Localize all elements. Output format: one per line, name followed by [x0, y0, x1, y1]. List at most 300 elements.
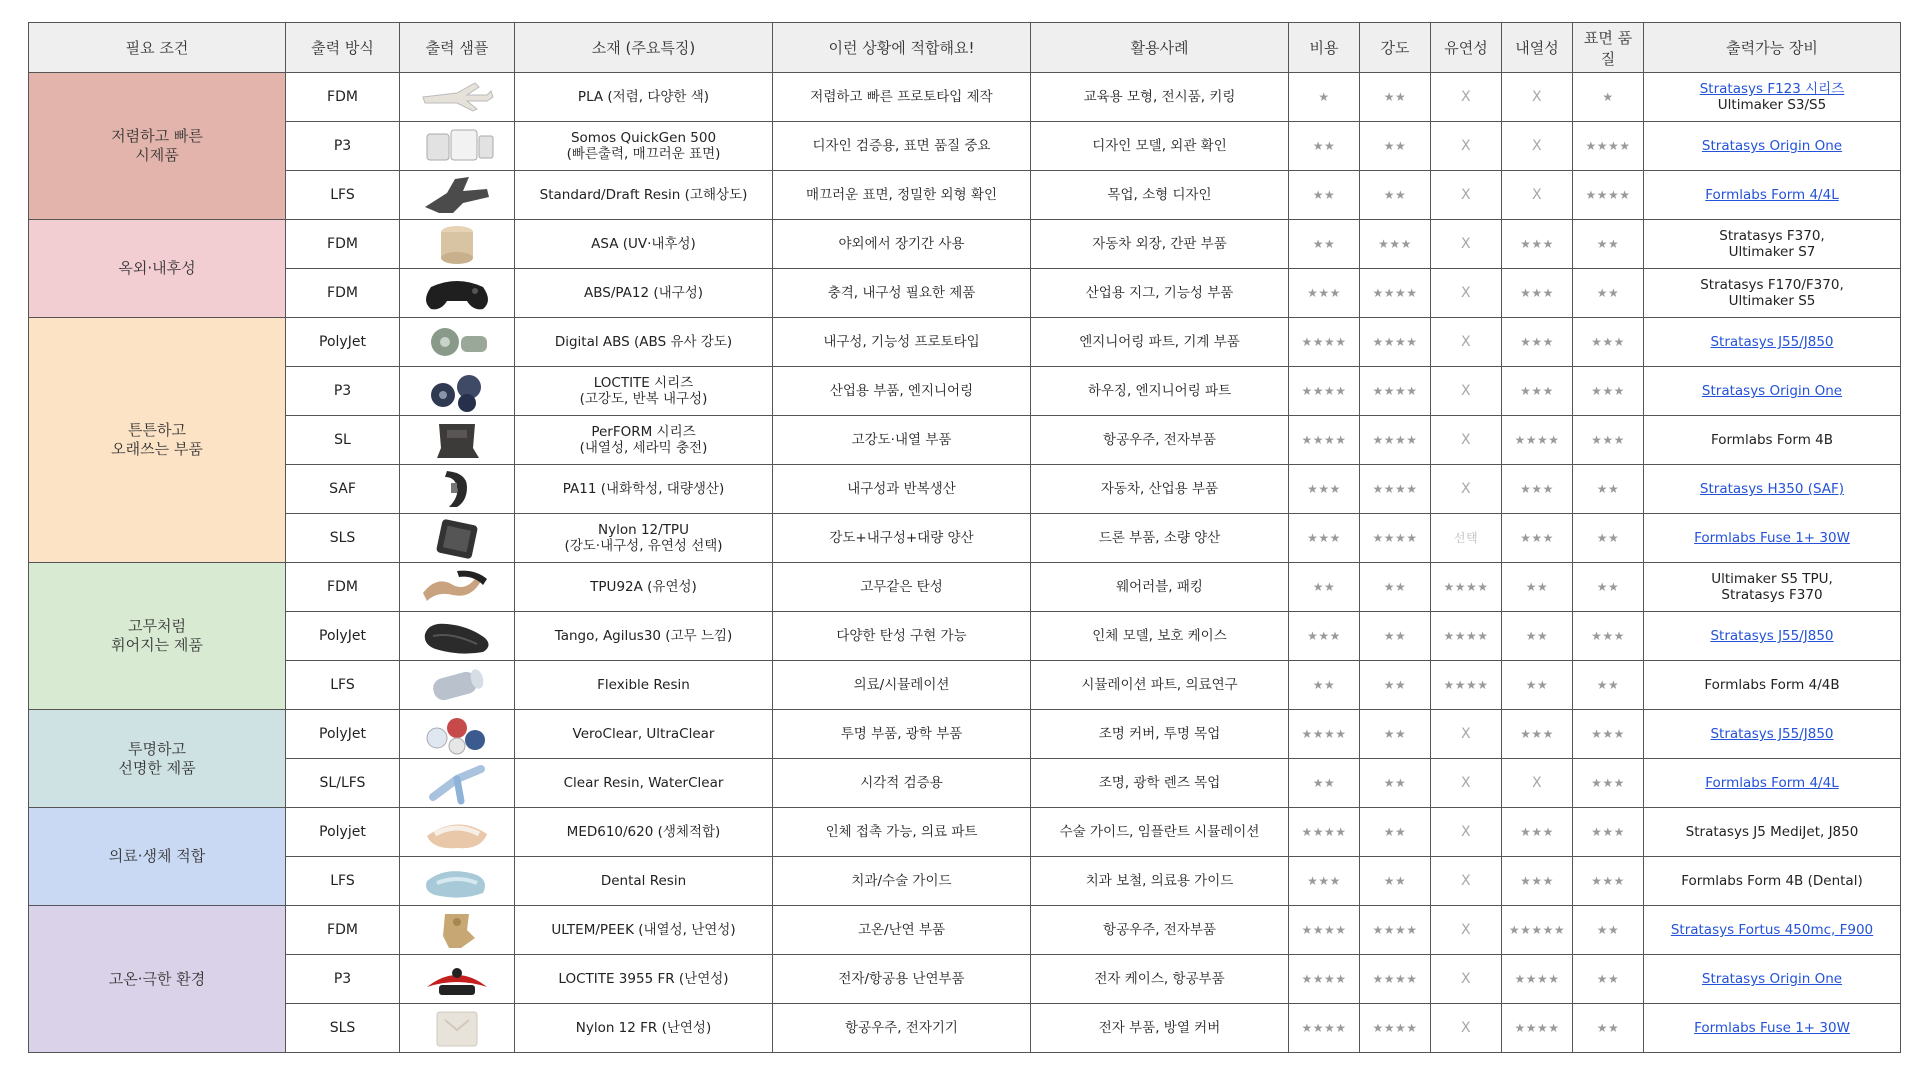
surface-rating-cell: ★★★	[1573, 759, 1644, 808]
material-cell: ASA (UV·내후성)	[515, 220, 773, 269]
sample-image-cell	[400, 514, 515, 563]
cost-rating-cell: ★★★	[1289, 857, 1360, 906]
heat-rating-cell: ★★★	[1502, 514, 1573, 563]
surface-rating-cell: ★★	[1573, 563, 1644, 612]
table-row	[29, 661, 1901, 710]
sample-image-cell	[400, 808, 515, 857]
table-row	[29, 808, 1901, 857]
table-row	[29, 612, 1901, 661]
surface-rating-cell: ★★★	[1573, 710, 1644, 759]
strength-rating-cell: ★★	[1360, 73, 1431, 122]
equipment-link[interactable]: Formlabs Fuse 1+ 30W	[1694, 1020, 1850, 1036]
table-row	[29, 563, 1901, 612]
table-row	[29, 73, 1901, 122]
strength-rating-cell: ★★★★	[1360, 514, 1431, 563]
dental-model-icon	[417, 810, 497, 854]
header-material: 소재 (주요특징)	[515, 23, 773, 73]
heat-rating-cell: X	[1502, 759, 1573, 808]
use-case-cell: 산업용 부품, 엔지니어링	[773, 367, 1031, 416]
header-strength: 강도	[1360, 23, 1431, 73]
equipment-cell	[1644, 857, 1901, 906]
requirement-label: 고온·극한 환경	[108, 969, 206, 988]
example-cell: 조명, 광학 렌즈 목업	[1031, 759, 1289, 808]
clear-dental-guide-icon	[417, 859, 497, 903]
equipment-cell	[1644, 220, 1901, 269]
print-method-cell: FDM	[286, 563, 400, 612]
flexibility-rating-cell: X	[1431, 465, 1502, 514]
material-cell: Clear Resin, WaterClear	[515, 759, 773, 808]
use-case-cell: 내구성, 기능성 프로토타입	[773, 318, 1031, 367]
sample-image-cell	[400, 465, 515, 514]
equipment-cell	[1644, 122, 1901, 171]
equipment-cell	[1644, 73, 1901, 122]
table-row	[29, 955, 1901, 1004]
equipment-cell	[1644, 906, 1901, 955]
material-cell: PLA (저렴, 다양한 색)	[515, 73, 773, 122]
requirement-label: 고무처럼 휘어지는 제품	[111, 617, 203, 654]
use-case-cell: 디자인 검증용, 표면 품질 중요	[773, 122, 1031, 171]
equipment-label: Formlabs Form 4/4B	[1704, 677, 1840, 693]
example-cell: 하우징, 엔지니어링 파트	[1031, 367, 1289, 416]
use-case-cell: 고강도·내열 부품	[773, 416, 1031, 465]
equipment-label: Stratasys F370	[1721, 587, 1823, 603]
table-row	[29, 269, 1901, 318]
table-row	[29, 514, 1901, 563]
surface-rating-cell: ★★★★	[1573, 122, 1644, 171]
table-row	[29, 122, 1901, 171]
red-black-parts-set-icon	[417, 957, 497, 1001]
print-method-cell: P3	[286, 122, 400, 171]
surface-rating-cell: ★★	[1573, 269, 1644, 318]
requirement-label: 저렴하고 빠른 시제품	[111, 127, 203, 164]
equipment-cell	[1644, 612, 1901, 661]
equipment-cell	[1644, 759, 1901, 808]
cost-rating-cell: ★★★★	[1289, 955, 1360, 1004]
equipment-link[interactable]: Stratasys Origin One	[1701, 138, 1843, 154]
equipment-label: Formlabs Form 4B (Dental)	[1681, 873, 1863, 889]
equipment-label: Ultimaker S5	[1728, 293, 1816, 309]
table-row	[29, 906, 1901, 955]
cost-rating-cell: ★★	[1289, 220, 1360, 269]
strength-rating-cell: ★★★★	[1360, 269, 1431, 318]
equipment-link[interactable]: Formlabs Fuse 1+ 30W	[1694, 530, 1850, 546]
heat-rating-cell: ★★★★	[1502, 955, 1573, 1004]
material-cell: Nylon 12/TPU (강도·내구성, 유연성 선택)	[515, 514, 773, 563]
black-flexible-band-hand-icon	[417, 565, 497, 609]
material-cell: MED610/620 (생체적합)	[515, 808, 773, 857]
table-row	[29, 220, 1901, 269]
equipment-cell	[1644, 808, 1901, 857]
example-cell: 목업, 소형 디자인	[1031, 171, 1289, 220]
equipment-cell	[1644, 465, 1901, 514]
strength-rating-cell: ★★★★	[1360, 318, 1431, 367]
print-method-cell: P3	[286, 367, 400, 416]
surface-rating-cell: ★	[1573, 73, 1644, 122]
print-method-cell: SLS	[286, 1004, 400, 1053]
header-use-case: 이런 상황에 적합해요!	[773, 23, 1031, 73]
multicolor-clear-parts-icon	[417, 712, 497, 756]
print-method-cell: FDM	[286, 269, 400, 318]
strength-rating-cell: ★★	[1360, 563, 1431, 612]
use-case-cell: 야외에서 장기간 사용	[773, 220, 1031, 269]
dark-gray-bracket-icon	[417, 173, 497, 217]
dark-bracket-plate-icon	[417, 418, 497, 462]
header-sample: 출력 샘플	[400, 23, 515, 73]
print-method-cell: P3	[286, 955, 400, 1004]
equipment-cell	[1644, 269, 1901, 318]
print-method-cell: PolyJet	[286, 318, 400, 367]
example-cell: 치과 보철, 의료용 가이드	[1031, 857, 1289, 906]
black-drone-frame-icon	[417, 516, 497, 560]
material-cell: PerFORM 시리즈 (내열성, 세라믹 충전)	[515, 416, 773, 465]
surface-rating-cell: ★★	[1573, 661, 1644, 710]
sample-image-cell	[400, 906, 515, 955]
equipment-cell	[1644, 1004, 1901, 1053]
equipment-link[interactable]: Formlabs Form 4/4L	[1705, 775, 1839, 791]
sample-image-cell	[400, 122, 515, 171]
surface-rating-cell: ★★	[1573, 906, 1644, 955]
cost-rating-cell: ★★	[1289, 563, 1360, 612]
flexibility-rating-cell: X	[1431, 906, 1502, 955]
strength-rating-cell: ★★	[1360, 710, 1431, 759]
white-housing-part-icon	[417, 124, 497, 168]
print-method-cell: PolyJet	[286, 612, 400, 661]
surface-rating-cell: ★★	[1573, 465, 1644, 514]
strength-rating-cell: ★★	[1360, 759, 1431, 808]
cost-rating-cell: ★★★★	[1289, 906, 1360, 955]
print-method-cell: SL/LFS	[286, 759, 400, 808]
material-cell: LOCTITE 3955 FR (난연성)	[515, 955, 773, 1004]
flexibility-rating-cell: X	[1431, 122, 1502, 171]
example-cell: 전자 케이스, 항공부품	[1031, 955, 1289, 1004]
sample-image-cell	[400, 318, 515, 367]
cost-rating-cell: ★★★★	[1289, 710, 1360, 759]
requirement-group-cell	[29, 220, 286, 318]
print-method-cell: SLS	[286, 514, 400, 563]
sample-image-cell	[400, 563, 515, 612]
print-method-cell: FDM	[286, 906, 400, 955]
strength-rating-cell: ★★	[1360, 661, 1431, 710]
example-cell: 웨어러블, 패킹	[1031, 563, 1289, 612]
flexibility-rating-cell: X	[1431, 318, 1502, 367]
example-cell: 엔지니어링 파트, 기계 부품	[1031, 318, 1289, 367]
white-airplane-model-icon	[417, 75, 497, 119]
strength-rating-cell: ★★	[1360, 122, 1431, 171]
print-method-cell: LFS	[286, 661, 400, 710]
flexibility-rating-cell: ★★★★	[1431, 612, 1502, 661]
black-clip-part-icon	[417, 467, 497, 511]
comparison-table-container	[28, 22, 1900, 1053]
equipment-link[interactable]: Stratasys Origin One	[1701, 383, 1843, 399]
cost-rating-cell: ★★★★	[1289, 318, 1360, 367]
example-cell: 자동차, 산업용 부품	[1031, 465, 1289, 514]
equipment-link[interactable]: Formlabs Form 4/4L	[1705, 187, 1839, 203]
equipment-cell	[1644, 710, 1901, 759]
material-cell: Standard/Draft Resin (고해상도)	[515, 171, 773, 220]
surface-rating-cell: ★★★	[1573, 416, 1644, 465]
example-cell: 수술 가이드, 임플란트 시뮬레이션	[1031, 808, 1289, 857]
flexibility-rating-cell: X	[1431, 1004, 1502, 1053]
sample-image-cell	[400, 367, 515, 416]
material-cell: ABS/PA12 (내구성)	[515, 269, 773, 318]
use-case-cell: 고온/난연 부품	[773, 906, 1031, 955]
requirement-group-cell	[29, 563, 286, 710]
surface-rating-cell: ★★★	[1573, 612, 1644, 661]
navy-wheels-part-icon	[417, 369, 497, 413]
strength-rating-cell: ★★	[1360, 171, 1431, 220]
example-cell: 드론 부품, 소량 양산	[1031, 514, 1289, 563]
print-method-cell: FDM	[286, 220, 400, 269]
equipment-link[interactable]: Stratasys J55/J850	[1710, 726, 1834, 742]
flexibility-rating-cell: X	[1431, 808, 1502, 857]
example-cell: 항공우주, 전자부품	[1031, 416, 1289, 465]
header-requirement: 필요 조건	[29, 23, 286, 73]
header-row	[29, 23, 1901, 73]
heat-rating-cell: X	[1502, 73, 1573, 122]
use-case-cell: 고무같은 탄성	[773, 563, 1031, 612]
equipment-cell	[1644, 514, 1901, 563]
cost-rating-cell: ★★★★	[1289, 1004, 1360, 1053]
cost-rating-cell: ★★★	[1289, 269, 1360, 318]
strength-rating-cell: ★★★★	[1360, 367, 1431, 416]
equipment-cell	[1644, 318, 1901, 367]
equipment-cell	[1644, 367, 1901, 416]
equipment-link[interactable]: Stratasys J55/J850	[1710, 628, 1834, 644]
flexibility-rating-cell: X	[1431, 759, 1502, 808]
cost-rating-cell: ★★★	[1289, 514, 1360, 563]
use-case-cell: 충격, 내구성 필요한 제품	[773, 269, 1031, 318]
strength-rating-cell: ★★	[1360, 612, 1431, 661]
material-cell: TPU92A (유연성)	[515, 563, 773, 612]
flexibility-rating-cell: ★★★★	[1431, 563, 1502, 612]
table-row	[29, 416, 1901, 465]
use-case-cell: 시각적 검증용	[773, 759, 1031, 808]
strength-rating-cell: ★★	[1360, 857, 1431, 906]
equipment-label: Stratasys F370,	[1719, 228, 1825, 244]
use-case-cell: 매끄러운 표면, 정밀한 외형 확인	[773, 171, 1031, 220]
flexibility-rating-cell: X	[1431, 416, 1502, 465]
material-cell: ULTEM/PEEK (내열성, 난연성)	[515, 906, 773, 955]
equipment-link[interactable]: Stratasys J55/J850	[1710, 334, 1834, 350]
strength-rating-cell: ★★★★	[1360, 955, 1431, 1004]
strength-rating-cell: ★★	[1360, 808, 1431, 857]
example-cell: 항공우주, 전자부품	[1031, 906, 1289, 955]
strength-rating-cell: ★★★★	[1360, 1004, 1431, 1053]
flexibility-rating-cell: X	[1431, 73, 1502, 122]
example-cell: 조명 커버, 투명 목업	[1031, 710, 1289, 759]
sample-image-cell	[400, 1004, 515, 1053]
heat-rating-cell: ★★★★★	[1502, 906, 1573, 955]
sample-image-cell	[400, 661, 515, 710]
sample-image-cell	[400, 759, 515, 808]
use-case-cell: 치과/수술 가이드	[773, 857, 1031, 906]
sample-image-cell	[400, 857, 515, 906]
equipment-link[interactable]: Stratasys H350 (SAF)	[1699, 481, 1845, 497]
sample-image-cell	[400, 269, 515, 318]
example-cell: 시뮬레이션 파트, 의료연구	[1031, 661, 1289, 710]
table-row	[29, 367, 1901, 416]
cost-rating-cell: ★★★	[1289, 612, 1360, 661]
strength-rating-cell: ★★★	[1360, 220, 1431, 269]
cost-rating-cell: ★★	[1289, 661, 1360, 710]
equipment-cell	[1644, 661, 1901, 710]
equipment-label: Ultimaker S7	[1728, 244, 1816, 260]
heat-rating-cell: ★★★	[1502, 465, 1573, 514]
strength-rating-cell: ★★★★	[1360, 416, 1431, 465]
surface-rating-cell: ★★★	[1573, 857, 1644, 906]
material-cell: Dental Resin	[515, 857, 773, 906]
heat-rating-cell: ★★★	[1502, 710, 1573, 759]
strength-rating-cell: ★★★★	[1360, 465, 1431, 514]
use-case-cell: 항공우주, 전자기기	[773, 1004, 1031, 1053]
heat-rating-cell: X	[1502, 171, 1573, 220]
print-method-cell: PolyJet	[286, 710, 400, 759]
print-method-cell: Polyjet	[286, 808, 400, 857]
table-row	[29, 857, 1901, 906]
surface-rating-cell: ★★	[1573, 1004, 1644, 1053]
equipment-link[interactable]: Stratasys Origin One	[1701, 971, 1843, 987]
equipment-cell	[1644, 416, 1901, 465]
surface-rating-cell: ★★	[1573, 955, 1644, 1004]
heat-rating-cell: ★★★	[1502, 367, 1573, 416]
tan-bracket-part-icon	[417, 908, 497, 952]
equipment-cell	[1644, 171, 1901, 220]
heat-rating-cell: ★★★	[1502, 857, 1573, 906]
material-cell: VeroClear, UltraClear	[515, 710, 773, 759]
heat-rating-cell: ★★★	[1502, 318, 1573, 367]
surface-rating-cell: ★★	[1573, 514, 1644, 563]
cost-rating-cell: ★★★★	[1289, 808, 1360, 857]
flexibility-rating-cell: X	[1431, 220, 1502, 269]
equipment-label: Stratasys F170/F370,	[1700, 277, 1844, 293]
cost-rating-cell: ★★	[1289, 759, 1360, 808]
table-row	[29, 759, 1901, 808]
header-flexibility: 유연성	[1431, 23, 1502, 73]
equipment-link[interactable]: Stratasys F123 시리즈	[1699, 81, 1845, 97]
heat-rating-cell: ★★★	[1502, 808, 1573, 857]
surface-rating-cell: ★★	[1573, 220, 1644, 269]
requirement-label: 의료·생체 적합	[108, 847, 206, 865]
equipment-label: Ultimaker S3/S5	[1717, 97, 1827, 113]
cost-rating-cell: ★★★	[1289, 465, 1360, 514]
use-case-cell: 인체 접촉 가능, 의료 파트	[773, 808, 1031, 857]
sample-image-cell	[400, 220, 515, 269]
equipment-cell	[1644, 563, 1901, 612]
clear-blue-fitting-icon	[417, 761, 497, 805]
requirement-label: 옥외·내후성	[118, 259, 196, 277]
example-cell: 전자 부품, 방열 커버	[1031, 1004, 1289, 1053]
cost-rating-cell: ★★★★	[1289, 367, 1360, 416]
sample-image-cell	[400, 612, 515, 661]
material-cell: PA11 (내화학성, 대량생산)	[515, 465, 773, 514]
equipment-cell	[1644, 955, 1901, 1004]
cost-rating-cell: ★★★★	[1289, 416, 1360, 465]
equipment-label: Formlabs Form 4B	[1710, 432, 1834, 448]
use-case-cell: 의료/시뮬레이션	[773, 661, 1031, 710]
use-case-cell: 다양한 탄성 구현 가능	[773, 612, 1031, 661]
surface-rating-cell: ★★★	[1573, 367, 1644, 416]
print-method-cell: SL	[286, 416, 400, 465]
example-cell: 교육용 모형, 전시품, 키링	[1031, 73, 1289, 122]
printing-comparison-table	[28, 22, 1901, 1053]
use-case-cell: 저렴하고 빠른 프로토타입 제작	[773, 73, 1031, 122]
white-nylon-block-icon	[417, 1006, 497, 1050]
cost-rating-cell: ★★	[1289, 171, 1360, 220]
requirement-group-cell	[29, 906, 286, 1053]
flexibility-rating-cell: X	[1431, 269, 1502, 318]
use-case-cell: 전자/항공용 난연부품	[773, 955, 1031, 1004]
flexibility-rating-cell: X	[1431, 955, 1502, 1004]
use-case-cell: 투명 부품, 광학 부품	[773, 710, 1031, 759]
header-method: 출력 방식	[286, 23, 400, 73]
heat-rating-cell: X	[1502, 122, 1573, 171]
heat-rating-cell: ★★★★	[1502, 1004, 1573, 1053]
material-cell: Nylon 12 FR (난연성)	[515, 1004, 773, 1053]
example-cell: 자동차 외장, 간판 부품	[1031, 220, 1289, 269]
material-cell: Tango, Agilus30 (고무 느낌)	[515, 612, 773, 661]
table-row	[29, 1004, 1901, 1053]
requirement-group-cell	[29, 318, 286, 563]
header-surface-quality: 표면 품질	[1573, 23, 1644, 73]
header-heat-resistance: 내열성	[1502, 23, 1573, 73]
requirement-group-cell	[29, 73, 286, 220]
requirement-label: 투명하고 선명한 제품	[118, 739, 196, 777]
header-cost: 비용	[1289, 23, 1360, 73]
table-row	[29, 710, 1901, 759]
sample-image-cell	[400, 710, 515, 759]
material-cell: Somos QuickGen 500 (빠른출력, 매끄러운 표면)	[515, 122, 773, 171]
sample-image-cell	[400, 73, 515, 122]
black-shoe-sole-icon	[417, 614, 497, 658]
requirement-label: 튼튼하고 오래쓰는 부품	[111, 421, 203, 458]
clear-tube-part-icon	[417, 663, 497, 707]
sample-image-cell	[400, 171, 515, 220]
cost-rating-cell: ★	[1289, 73, 1360, 122]
heat-rating-cell: ★★	[1502, 563, 1573, 612]
sample-image-cell	[400, 955, 515, 1004]
heat-rating-cell: ★★★★	[1502, 416, 1573, 465]
use-case-cell: 내구성과 반복생산	[773, 465, 1031, 514]
heat-rating-cell: ★★	[1502, 661, 1573, 710]
surface-rating-cell: ★★★★	[1573, 171, 1644, 220]
table-row	[29, 318, 1901, 367]
heat-rating-cell: ★★★	[1502, 220, 1573, 269]
surface-rating-cell: ★★★	[1573, 808, 1644, 857]
flexibility-rating-cell: X	[1431, 367, 1502, 416]
material-cell: Flexible Resin	[515, 661, 773, 710]
print-method-cell: SAF	[286, 465, 400, 514]
equipment-label: Stratasys J5 MediJet, J850	[1685, 824, 1859, 840]
print-method-cell: FDM	[286, 73, 400, 122]
strength-rating-cell: ★★★★	[1360, 906, 1431, 955]
table-body	[29, 73, 1901, 1053]
print-method-cell: LFS	[286, 857, 400, 906]
equipment-label: Ultimaker S5 TPU,	[1711, 571, 1833, 587]
print-method-cell: LFS	[286, 171, 400, 220]
table-row	[29, 171, 1901, 220]
green-gray-gear-part-icon	[417, 320, 497, 364]
equipment-link[interactable]: Stratasys Fortus 450mc, F900	[1670, 922, 1874, 938]
header-examples: 활용사례	[1031, 23, 1289, 73]
example-cell: 인체 모델, 보호 케이스	[1031, 612, 1289, 661]
flexibility-rating-cell: ★★★★	[1431, 661, 1502, 710]
requirement-group-cell	[29, 710, 286, 808]
material-cell: LOCTITE 시리즈 (고강도, 반복 내구성)	[515, 367, 773, 416]
heat-rating-cell: ★★	[1502, 612, 1573, 661]
material-cell: Digital ABS (ABS 유사 강도)	[515, 318, 773, 367]
use-case-cell: 강도+내구성+대량 양산	[773, 514, 1031, 563]
black-gamepad-icon	[417, 271, 497, 315]
